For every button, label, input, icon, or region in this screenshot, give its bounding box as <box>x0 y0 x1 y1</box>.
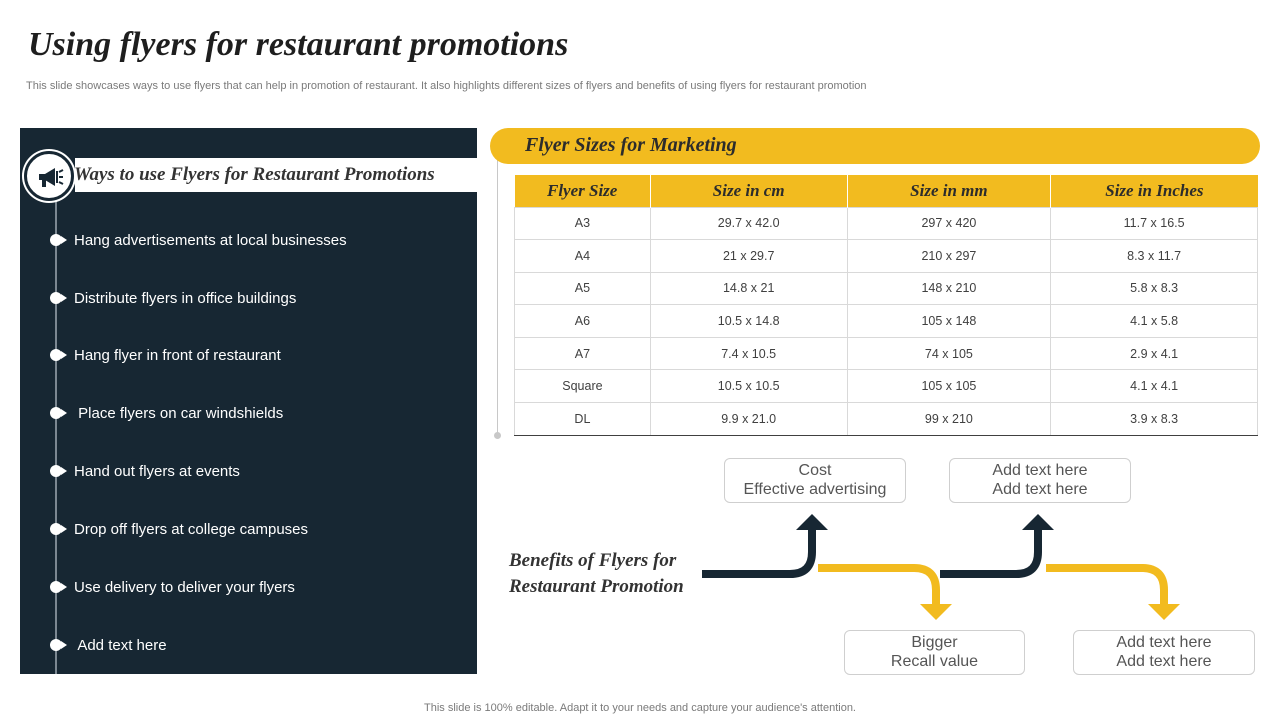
table-cell: 11.7 x 16.5 <box>1051 207 1258 240</box>
page-subtitle: This slide showcases ways to use flyers that can help in promotion of restaurant. It also highlights different sizes of flyers and benefits of using flyers for restaurant promotion <box>26 80 867 92</box>
table-cell: 10.5 x 14.8 <box>650 305 847 338</box>
table-cell: 297 x 420 <box>847 207 1051 240</box>
ways-item-label: Hand out flyers at events <box>74 462 240 480</box>
table-cell: A5 <box>515 272 651 305</box>
arrow-down-icon <box>920 604 952 620</box>
column-header: Size in mm <box>847 175 1051 207</box>
table-cell: 8.3 x 11.7 <box>1051 240 1258 273</box>
ways-item-label: Add text here <box>74 636 167 654</box>
benefit-line: Add text here <box>992 462 1088 479</box>
benefit-line: Cost <box>798 462 832 479</box>
table-cell: 21 x 29.7 <box>650 240 847 273</box>
ways-heading: Ways to use Flyers for Restaurant Promotions <box>74 164 435 185</box>
ways-item-label: Distribute flyers in office buildings <box>74 289 297 307</box>
footer-note: This slide is 100% editable. Adapt it to your needs and capture your audience's attention. <box>424 702 856 714</box>
table-cell: 148 x 210 <box>847 272 1051 305</box>
table-cell: 3.9 x 8.3 <box>1051 403 1258 436</box>
table-cell: 105 x 105 <box>847 370 1051 403</box>
table-cell: Square <box>515 370 651 403</box>
ways-item-label: Hang flyer in front of restaurant <box>74 346 281 364</box>
table-cell: 210 x 297 <box>847 240 1051 273</box>
column-header: Size in Inches <box>1051 175 1258 207</box>
column-header: Flyer Size <box>515 175 651 207</box>
benefit-box-cost <box>724 458 906 503</box>
ways-item-label: Hang advertisements at local businesses <box>74 231 347 249</box>
benefits-title-line: Restaurant Promotion <box>509 576 684 597</box>
page-title: Using flyers for restaurant promotions <box>28 26 569 63</box>
table-cell: 29.7 x 42.0 <box>650 207 847 240</box>
table-cell: DL <box>515 403 651 436</box>
ways-item-label: Drop off flyers at college campuses <box>74 520 309 538</box>
table-cell: 9.9 x 21.0 <box>650 403 847 436</box>
sizes-heading: Flyer Sizes for Marketing <box>525 134 737 156</box>
benefit-line: Bigger <box>911 634 958 651</box>
benefit-line: Add text here <box>1116 653 1212 670</box>
arrow-down-icon <box>1148 604 1180 620</box>
table-cell: 105 x 148 <box>847 305 1051 338</box>
ways-item-label: Use delivery to deliver your flyers <box>74 578 295 596</box>
benefit-line: Add text here <box>1116 634 1212 651</box>
table-cell: 99 x 210 <box>847 403 1051 436</box>
table-cell: A3 <box>515 207 651 240</box>
table-cell: 14.8 x 21 <box>650 272 847 305</box>
benefit-line: Effective advertising <box>743 481 887 498</box>
table-cell: 5.8 x 8.3 <box>1051 272 1258 305</box>
table-cell: A6 <box>515 305 651 338</box>
table-cell: 4.1 x 4.1 <box>1051 370 1258 403</box>
benefit-box-placeholder-bottom <box>1073 630 1255 675</box>
benefits-title <box>509 548 684 600</box>
column-header: Size in cm <box>650 175 847 207</box>
arrow-up-icon <box>796 514 828 530</box>
ways-item-label: Place flyers on car windshields <box>74 404 284 422</box>
table-cell: 4.1 x 5.8 <box>1051 305 1258 338</box>
table-cell: A7 <box>515 337 651 370</box>
table-cell: A4 <box>515 240 651 273</box>
table-cell: 7.4 x 10.5 <box>650 337 847 370</box>
benefit-box-recall <box>844 630 1025 675</box>
table-cell: 74 x 105 <box>847 337 1051 370</box>
benefit-box-placeholder-top <box>949 458 1131 503</box>
benefit-line: Add text here <box>992 481 1088 498</box>
benefit-line: Recall value <box>890 653 979 670</box>
arrow-up-icon <box>1022 514 1054 530</box>
table-cell: 10.5 x 10.5 <box>650 370 847 403</box>
benefits-title-line: Benefits of Flyers for <box>509 550 677 571</box>
table-cell: 2.9 x 4.1 <box>1051 337 1258 370</box>
